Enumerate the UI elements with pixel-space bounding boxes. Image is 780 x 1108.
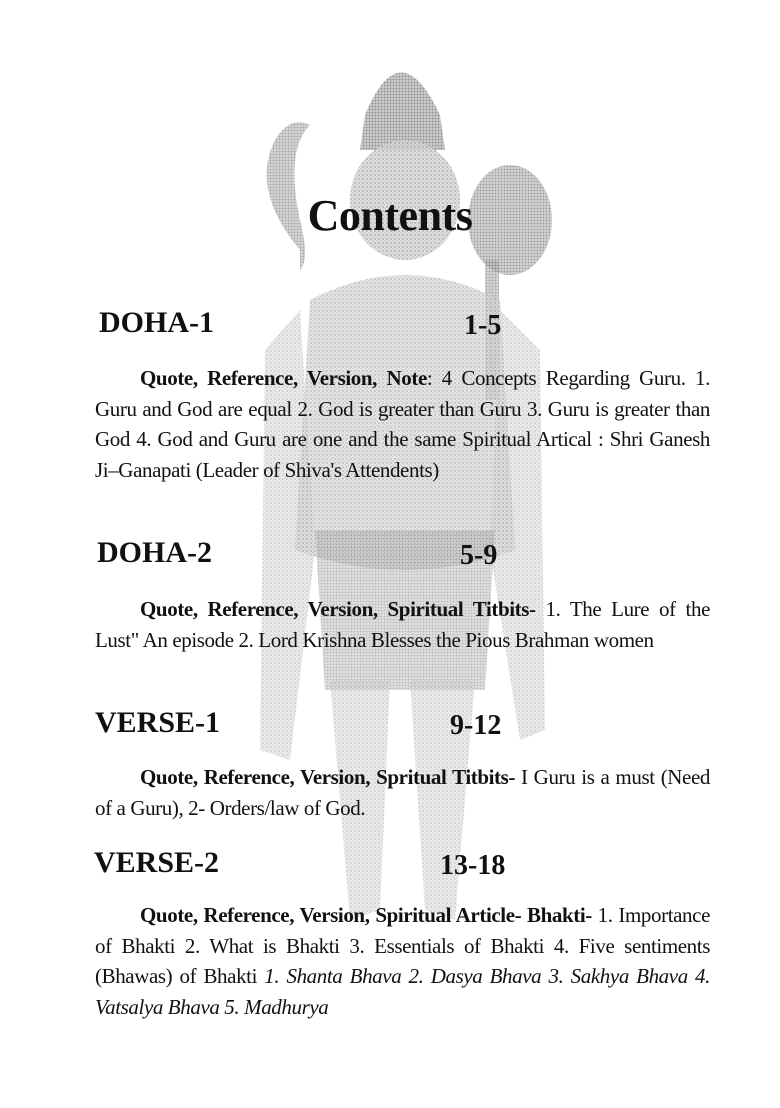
entry-page-range: 1-5 bbox=[464, 310, 502, 341]
entry-description-text: I Guru is a must (Need of a Guru), 2- Orders/law of God. bbox=[95, 765, 711, 820]
entry-description-bold: Quote, Reference, Version, Spiritual Titbits- bbox=[140, 597, 536, 621]
entry-heading: VERSE-1 bbox=[95, 706, 221, 739]
entry-description bbox=[95, 762, 710, 823]
entry-page-range: 5-9 bbox=[460, 540, 498, 571]
entry-page-range: 13-18 bbox=[440, 850, 506, 881]
entry-heading: DOHA-1 bbox=[99, 306, 214, 339]
entry-description-italic: 1. Shanta Bhava 2. Dasya Bhava 3. Sakhya Bhava 4. Vatsalya Bhava 5. Madhurya bbox=[95, 964, 710, 1019]
entry-description-bold: Quote, Reference, Version, Spritual Titbits- bbox=[140, 765, 516, 789]
entry-description-text: : 4 Concepts Regarding Guru. 1. Guru and God are equal 2. God is greater than Guru 3. Guru is greater than God 4. God and Guru are one and the same Spiritual Artical : Shri Ganesh Ji–Ganapati (Leader of Shiva's Attendents) bbox=[95, 366, 710, 482]
page-title: Contents bbox=[307, 191, 473, 240]
entry-description-text: 1. The Lure of the Lust" An episode 2. Lord Krishna Blesses the Pious Brahman women bbox=[95, 597, 710, 652]
entry-heading: VERSE-2 bbox=[94, 846, 220, 879]
entry-description bbox=[95, 594, 710, 655]
entry-description-bold: Quote, Reference, Version, Note bbox=[140, 366, 427, 390]
entry-description-bold: Quote, Reference, Version, Spiritual Article- Bhakti- bbox=[140, 903, 592, 927]
entry-description-text: 1. Importance of Bhakti 2. What is Bhakti 3. Essentials of Bhakti 4. Five sentiments (Bhawas) of Bhakti bbox=[95, 903, 710, 988]
entry-description bbox=[95, 900, 710, 1022]
entry-heading: DOHA-2 bbox=[97, 536, 212, 569]
entry-page-range: 9-12 bbox=[450, 710, 502, 741]
entry-description bbox=[95, 363, 710, 485]
